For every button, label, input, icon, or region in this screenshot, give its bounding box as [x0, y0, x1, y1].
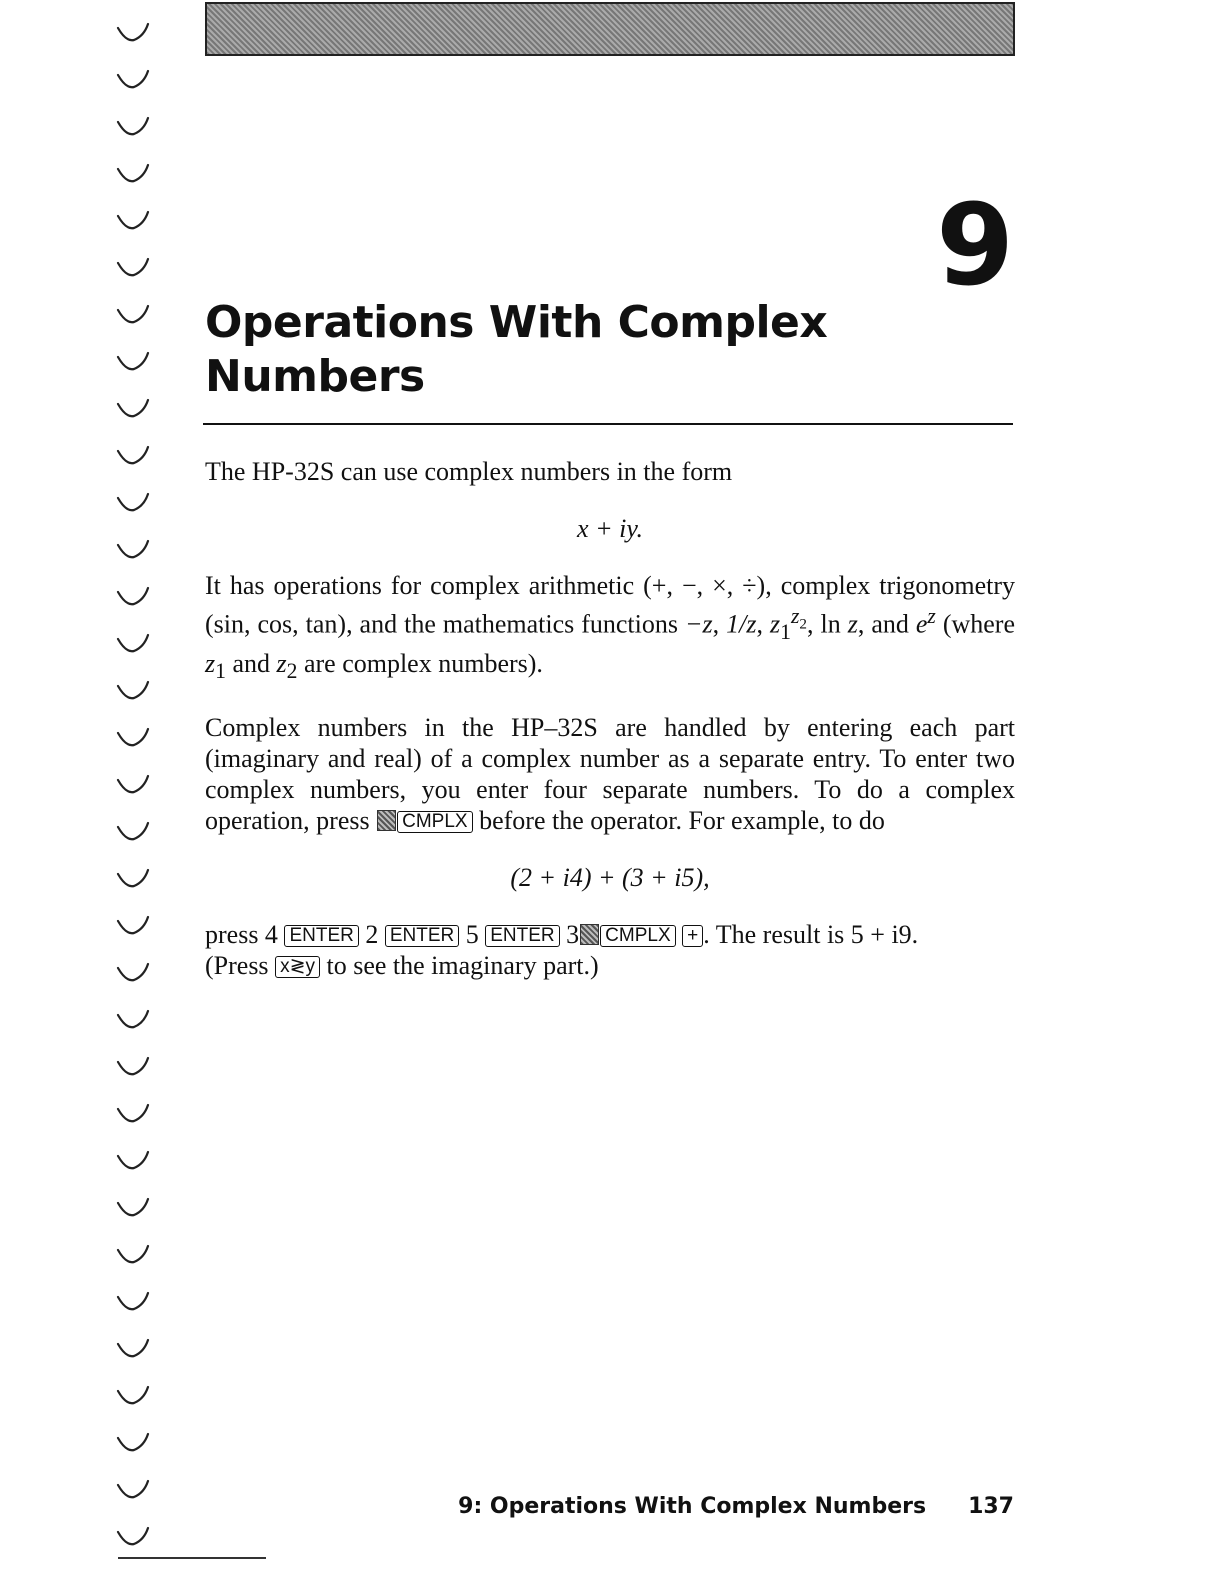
binding-ring [118, 635, 148, 651]
binding-ring [118, 1246, 148, 1262]
spiral-binding [112, 18, 152, 1558]
footer-label: 9: Operations With Complex Numbers [458, 1494, 927, 1519]
binding-ring [118, 917, 148, 933]
binding-ring [118, 541, 148, 557]
binding-ring [118, 1481, 148, 1497]
binding-ring [118, 682, 148, 698]
press-paragraph: press 4 ENTER 2 ENTER 5 ENTER 3 CMPLX + . The result is 5 + i9. (Press x≷y to see the imaginary part.) [205, 920, 919, 981]
binding-ring [118, 1434, 148, 1450]
footer-rule [118, 1557, 266, 1559]
binding-ring [118, 24, 148, 40]
binding-ring [118, 494, 148, 510]
handling-paragraph: Complex numbers in the HP–32S are handled by entering each part (imaginary and real) of a complex number as a separate entry. To enter two complex numbers, you enter four separate numbers. To do a complex operation, press CMPLX before the operator. For example, to do [205, 713, 1015, 836]
binding-ring [118, 306, 148, 322]
binding-ring [118, 1293, 148, 1309]
enter-key: ENTER [284, 925, 358, 947]
binding-ring [118, 1105, 148, 1121]
binding-ring [118, 447, 148, 463]
operations-paragraph: It has operations for complex arithmetic (+, −, ×, ÷), complex trigonometry (sin, cos, tan), and the mathematics functions −z, 1/z, $z_1^{z_2}$, ln z, and $e^z$ (where $z_1$ and $z_2$ are complex numbers). [205, 571, 1016, 684]
chapter-title: Operations With Complex Numbers [205, 297, 828, 402]
binding-ring [118, 400, 148, 416]
header-bar [205, 2, 1015, 56]
form-formula: x + iy. [577, 514, 643, 543]
shift-key-icon [377, 810, 396, 831]
enter-key: ENTER [385, 925, 459, 947]
swap-xy-key: x≷y [275, 956, 320, 978]
binding-ring [118, 118, 148, 134]
binding-ring [118, 588, 148, 604]
binding-ring [118, 776, 148, 792]
binding-ring [118, 212, 148, 228]
binding-ring [118, 1058, 148, 1074]
shift-key-icon [580, 924, 599, 945]
binding-ring [118, 1387, 148, 1403]
cmplx-key: CMPLX [397, 811, 472, 833]
binding-ring [118, 964, 148, 980]
page-number: 137 [968, 1494, 1014, 1519]
binding-ring [118, 1199, 148, 1215]
example-formula: (2 + i4) + (3 + i5), [510, 863, 710, 893]
binding-ring [118, 259, 148, 275]
binding-ring [118, 823, 148, 839]
binding-ring [118, 1528, 148, 1544]
binding-ring [118, 1011, 148, 1027]
page-content [205, 456, 1015, 981]
title-rule [203, 423, 1013, 425]
chapter-number: 9 [936, 181, 1014, 311]
intro-paragraph: The HP-32S can use complex numbers in the form [205, 457, 733, 486]
binding-ring [118, 165, 148, 181]
binding-ring [118, 71, 148, 87]
binding-ring [118, 1340, 148, 1356]
plus-key: + [682, 925, 703, 947]
enter-key: ENTER [485, 925, 559, 947]
page-footer [458, 1494, 1014, 1519]
binding-ring [118, 729, 148, 745]
binding-ring [118, 870, 148, 886]
binding-ring [118, 1152, 148, 1168]
binding-ring [118, 353, 148, 369]
cmplx-key: CMPLX [600, 925, 675, 947]
